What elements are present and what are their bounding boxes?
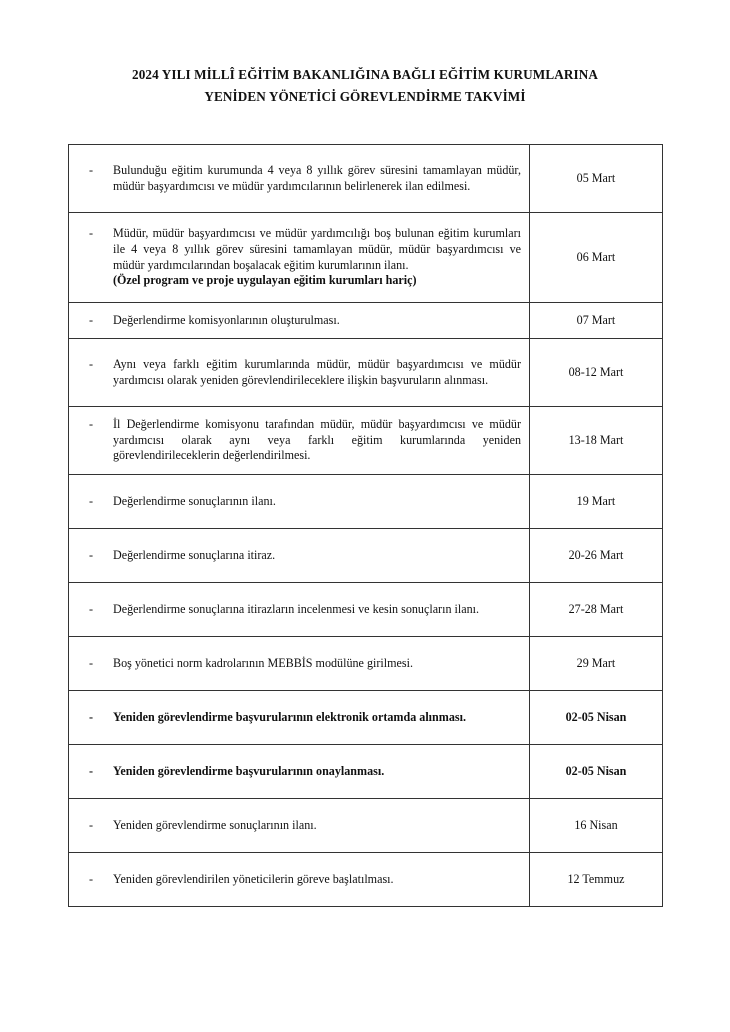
activity-cell — [69, 407, 530, 475]
activity-text-block — [113, 417, 521, 464]
bullet-dash: - — [89, 493, 94, 508]
schedule-row — [69, 745, 663, 799]
activity-text: İl Değerlendirme komisyonu tarafından müdür, müdür başyardımcısı ve müdür yardımcısı olarak aynı veya farklı eğitim kurumlarında yeniden görevlendirileceklerin değerlendirilmesi. — [113, 417, 521, 463]
date-cell: 02-05 Nisan — [530, 745, 663, 799]
date-cell: 20-26 Mart — [530, 529, 663, 583]
activity-text: Değerlendirme sonuçlarının ilanı. — [113, 493, 276, 508]
date-cell: 12 Temmuz — [530, 853, 663, 907]
activity-text-block — [113, 313, 521, 329]
activity-text: Değerlendirme sonuçlarına itirazların incelenmesi ve kesin sonuçların ilanı. — [113, 601, 480, 616]
date-cell: 19 Mart — [530, 475, 663, 529]
activity-text: Değerlendirme sonuçlarına itiraz. — [113, 547, 276, 562]
bullet-dash: - — [89, 817, 94, 832]
activity-text-block — [113, 163, 521, 194]
activity-note: (Özel program ve proje uygulayan eğitim kurumları hariç) — [113, 273, 417, 288]
activity-cell — [69, 637, 530, 691]
activity-text-block — [113, 764, 521, 780]
schedule-row — [69, 691, 663, 745]
schedule-row — [69, 637, 663, 691]
activity-text-block — [113, 357, 521, 388]
activity-text: Yeniden görevlendirme sonuçlarının ilanı. — [113, 817, 317, 832]
title-line-2: YENİDEN YÖNETİCİ GÖREVLENDİRME TAKVİMİ — [204, 89, 526, 104]
date-cell: 08-12 Mart — [530, 339, 663, 407]
activity-text-block — [113, 872, 521, 888]
activity-cell — [69, 303, 530, 339]
activity-text-block — [113, 548, 521, 564]
date-cell: 13-18 Mart — [530, 407, 663, 475]
activity-text: Aynı veya farklı eğitim kurumlarında müdür, müdür başyardımcısı ve müdür yardımcısı olarak yeniden görevlendirileceklere ilişkin başvuruların alınması. — [113, 356, 521, 387]
schedule-row — [69, 475, 663, 529]
title-line-1: 2024 YILI MİLLÎ EĞİTİM BAKANLIĞINA BAĞLI EĞİTİM KURUMLARINA — [132, 67, 598, 82]
date-cell: 06 Mart — [530, 213, 663, 303]
date-cell: 27-28 Mart — [530, 583, 663, 637]
activity-cell — [69, 853, 530, 907]
document-title — [0, 64, 730, 108]
activity-text: Yeniden görevlendirme başvurularının elektronik ortamda alınması. — [113, 709, 466, 724]
bullet-dash: - — [89, 709, 94, 724]
schedule-body — [69, 145, 663, 907]
schedule-row — [69, 339, 663, 407]
activity-cell — [69, 339, 530, 407]
bullet-dash: - — [89, 356, 94, 371]
activity-cell — [69, 475, 530, 529]
schedule-row — [69, 407, 663, 475]
activity-cell — [69, 213, 530, 303]
schedule-row — [69, 303, 663, 339]
schedule-row — [69, 583, 663, 637]
activity-cell — [69, 529, 530, 583]
bullet-dash: - — [89, 547, 94, 562]
activity-cell — [69, 145, 530, 213]
bullet-dash: - — [89, 162, 94, 177]
activity-text: Değerlendirme komisyonlarının oluşturulması. — [113, 312, 340, 327]
activity-cell — [69, 745, 530, 799]
activity-text: Boş yönetici norm kadrolarının MEBBİS modülüne girilmesi. — [113, 655, 413, 670]
bullet-dash: - — [89, 226, 94, 241]
date-cell: 29 Mart — [530, 637, 663, 691]
schedule-row — [69, 799, 663, 853]
activity-text-block — [113, 602, 521, 618]
activity-text-block — [113, 656, 521, 672]
bullet-dash: - — [89, 417, 94, 432]
bullet-dash: - — [89, 601, 94, 616]
activity-cell — [69, 691, 530, 745]
activity-text: Yeniden görevlendirilen yöneticilerin göreve başlatılması. — [113, 871, 394, 886]
schedule-table — [68, 144, 663, 907]
activity-text: Bulunduğu eğitim kurumunda 4 veya 8 yıllık görev süresini tamamlayan müdür, müdür başyardımcısı ve müdür yardımcılarının belirlenerek ilan edilmesi. — [113, 162, 521, 193]
schedule-row — [69, 213, 663, 303]
bullet-dash: - — [89, 655, 94, 670]
activity-text-block — [113, 226, 521, 288]
activity-text-block — [113, 818, 521, 834]
activity-cell — [69, 583, 530, 637]
bullet-dash: - — [89, 871, 94, 886]
bullet-dash: - — [89, 763, 94, 778]
schedule-row — [69, 529, 663, 583]
activity-text: Müdür, müdür başyardımcısı ve müdür yardımcılığı boş bulunan eğitim kurumları ile 4 veya 8 yıllık görev süresini tamamlayan müdür, müdür başyardımcısı ve müdür yardımcılarından boşalacak eğitim kurumlarının ilanı. — [113, 226, 521, 272]
activity-cell — [69, 799, 530, 853]
activity-text-block — [113, 494, 521, 510]
date-cell: 02-05 Nisan — [530, 691, 663, 745]
bullet-dash: - — [89, 312, 94, 327]
activity-text-block — [113, 710, 521, 726]
date-cell: 16 Nisan — [530, 799, 663, 853]
date-cell: 07 Mart — [530, 303, 663, 339]
schedule-row — [69, 853, 663, 907]
activity-text: Yeniden görevlendirme başvurularının onaylanması. — [113, 763, 385, 778]
date-cell: 05 Mart — [530, 145, 663, 213]
schedule-row — [69, 145, 663, 213]
